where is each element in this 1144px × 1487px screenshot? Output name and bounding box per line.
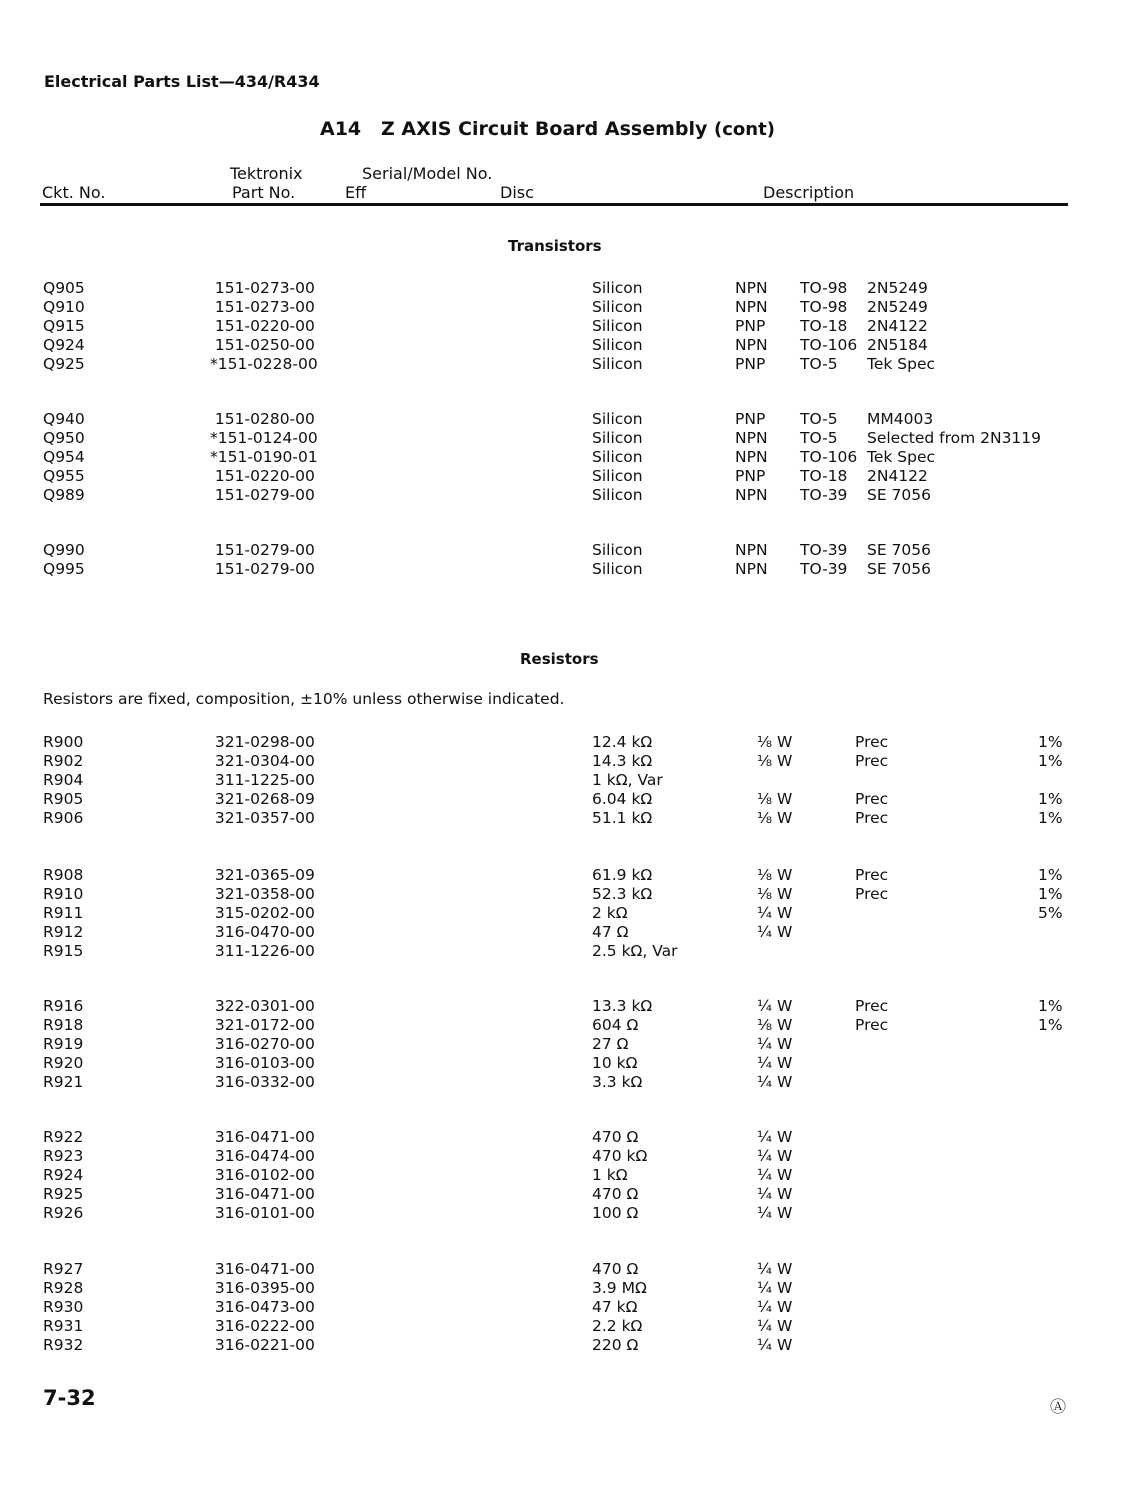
ckt-no: R922 <box>43 1128 84 1146</box>
part-no: *151-0190-01 <box>210 448 318 466</box>
resistance-value: 13.3 kΩ <box>592 997 653 1015</box>
package: TO-98 <box>800 298 848 316</box>
ckt-no: Q925 <box>43 355 85 373</box>
transistor-row <box>0 355 1144 374</box>
part-no: 316-0332-00 <box>210 1073 315 1091</box>
polarity: NPN <box>735 448 768 466</box>
transistor-row <box>0 410 1144 429</box>
ckt-no: R927 <box>43 1260 84 1278</box>
package: TO-106 <box>800 448 858 466</box>
device-number: Tek Spec <box>867 355 936 373</box>
device-number: 2N5249 <box>867 298 928 316</box>
package: TO-5 <box>800 410 838 428</box>
ckt-no: R920 <box>43 1054 84 1072</box>
part-no: 316-0103-00 <box>210 1054 315 1072</box>
material: Silicon <box>592 560 643 578</box>
ckt-no: R919 <box>43 1035 84 1053</box>
resistor-row <box>0 1147 1144 1166</box>
transistor-row <box>0 279 1144 298</box>
part-no: 321-0358-00 <box>210 885 315 903</box>
resistor-row <box>0 1073 1144 1092</box>
resistors-note: Resistors are fixed, composition, ±10% unless otherwise indicated. <box>43 690 565 708</box>
part-no: 315-0202-00 <box>210 904 315 922</box>
col-eff: Eff <box>345 183 367 202</box>
resistor-row <box>0 1054 1144 1073</box>
part-no: 316-0470-00 <box>210 923 315 941</box>
resistor-row <box>0 904 1144 923</box>
transistor-row <box>0 317 1144 336</box>
device-number: SE 7056 <box>867 541 932 559</box>
package: TO-106 <box>800 336 858 354</box>
material: Silicon <box>592 541 643 559</box>
device-number: 2N4122 <box>867 317 928 335</box>
wattage: ⅛ W <box>757 790 793 808</box>
tolerance: 5% <box>1038 904 1063 922</box>
ckt-no: Q905 <box>43 279 85 297</box>
device-number: 2N5184 <box>867 336 928 354</box>
resistance-value: 100 Ω <box>592 1204 639 1222</box>
ckt-no: R923 <box>43 1147 84 1165</box>
tolerance: 1% <box>1038 752 1063 770</box>
material: Silicon <box>592 336 643 354</box>
polarity: NPN <box>735 298 768 316</box>
part-no: 321-0304-00 <box>210 752 315 770</box>
assembly-title <box>320 118 775 140</box>
part-no: 316-0222-00 <box>210 1317 315 1335</box>
polarity: PNP <box>735 355 766 373</box>
ckt-no: R926 <box>43 1204 84 1222</box>
wattage: ⅛ W <box>757 866 793 884</box>
part-no: *151-0124-00 <box>210 429 318 447</box>
resistor-row <box>0 1317 1144 1336</box>
package: TO-39 <box>800 541 848 559</box>
part-no: 321-0357-00 <box>210 809 315 827</box>
resistance-value: 3.3 kΩ <box>592 1073 643 1091</box>
wattage: ⅛ W <box>757 752 793 770</box>
package: TO-39 <box>800 560 848 578</box>
resistor-row <box>0 1128 1144 1147</box>
part-no: 316-0474-00 <box>210 1147 315 1165</box>
resistor-row <box>0 790 1144 809</box>
precision-flag: Prec <box>855 752 889 770</box>
col-ckt-no: Ckt. No. <box>42 183 106 202</box>
resistor-row <box>0 809 1144 828</box>
ckt-no: R900 <box>43 733 84 751</box>
ckt-no: R928 <box>43 1279 84 1297</box>
wattage: ¼ W <box>757 1279 793 1297</box>
col-tek-line1: Tektronix <box>230 164 303 183</box>
polarity: NPN <box>735 560 768 578</box>
material: Silicon <box>592 429 643 447</box>
package: TO-18 <box>800 317 848 335</box>
part-no: 151-0250-00 <box>210 336 315 354</box>
part-no: 151-0273-00 <box>210 279 315 297</box>
tolerance: 1% <box>1038 997 1063 1015</box>
ckt-no: R925 <box>43 1185 84 1203</box>
wattage: ¼ W <box>757 997 793 1015</box>
part-no: 321-0298-00 <box>210 733 315 751</box>
package: TO-5 <box>800 429 838 447</box>
tolerance: 1% <box>1038 809 1063 827</box>
wattage: ¼ W <box>757 1317 793 1335</box>
resistance-value: 1 kΩ <box>592 1166 628 1184</box>
polarity: PNP <box>735 467 766 485</box>
package: TO-39 <box>800 486 848 504</box>
resistor-row <box>0 1016 1144 1035</box>
polarity: NPN <box>735 429 768 447</box>
part-no: 316-0473-00 <box>210 1298 315 1316</box>
wattage: ¼ W <box>757 1298 793 1316</box>
wattage: ⅛ W <box>757 1016 793 1034</box>
tolerance: 1% <box>1038 790 1063 808</box>
wattage: ¼ W <box>757 1128 793 1146</box>
ckt-no: R902 <box>43 752 84 770</box>
ckt-no: Q990 <box>43 541 85 559</box>
ckt-no: R906 <box>43 809 84 827</box>
material: Silicon <box>592 355 643 373</box>
ckt-no: R921 <box>43 1073 84 1091</box>
package: TO-98 <box>800 279 848 297</box>
part-no: 151-0280-00 <box>210 410 315 428</box>
part-no: 316-0471-00 <box>210 1260 315 1278</box>
transistor-row <box>0 298 1144 317</box>
resistance-value: 470 kΩ <box>592 1147 648 1165</box>
col-serial-line1: Serial/Model No. <box>362 164 493 183</box>
resistor-row <box>0 771 1144 790</box>
part-no: 316-0102-00 <box>210 1166 315 1184</box>
resistor-row <box>0 1204 1144 1223</box>
polarity: PNP <box>735 317 766 335</box>
device-number: Selected from 2N3119 <box>867 429 1042 447</box>
resistor-row <box>0 997 1144 1016</box>
polarity: NPN <box>735 486 768 504</box>
ckt-no: Q910 <box>43 298 85 316</box>
part-no: 316-0101-00 <box>210 1204 315 1222</box>
ckt-no: R904 <box>43 771 84 789</box>
wattage: ¼ W <box>757 1336 793 1354</box>
resistor-row <box>0 942 1144 961</box>
transistor-row <box>0 467 1144 486</box>
part-no: *151-0228-00 <box>210 355 318 373</box>
precision-flag: Prec <box>855 866 889 884</box>
precision-flag: Prec <box>855 790 889 808</box>
material: Silicon <box>592 448 643 466</box>
header-rule <box>40 203 1068 206</box>
part-no: 316-0471-00 <box>210 1185 315 1203</box>
part-no: 311-1225-00 <box>210 771 315 789</box>
ckt-no: R918 <box>43 1016 84 1034</box>
resistor-row <box>0 1185 1144 1204</box>
part-no: 321-0365-09 <box>210 866 315 884</box>
transistor-row <box>0 486 1144 505</box>
running-title: Electrical Parts List—434/R434 <box>44 72 320 91</box>
ckt-no: R924 <box>43 1166 84 1184</box>
material: Silicon <box>592 410 643 428</box>
precision-flag: Prec <box>855 885 889 903</box>
resistance-value: 3.9 MΩ <box>592 1279 647 1297</box>
ckt-no: Q954 <box>43 448 85 466</box>
wattage: ¼ W <box>757 1147 793 1165</box>
resistance-value: 470 Ω <box>592 1185 639 1203</box>
resistor-row <box>0 1298 1144 1317</box>
ckt-no: R908 <box>43 866 84 884</box>
part-no: 151-0220-00 <box>210 317 315 335</box>
ckt-no: Q989 <box>43 486 85 504</box>
precision-flag: Prec <box>855 809 889 827</box>
resistor-row <box>0 885 1144 904</box>
assembly-title-suffix: (cont) <box>714 119 775 140</box>
device-number: SE 7056 <box>867 560 932 578</box>
tolerance: 1% <box>1038 1016 1063 1034</box>
resistance-value: 1 kΩ, Var <box>592 771 663 789</box>
part-no: 151-0279-00 <box>210 560 315 578</box>
package: TO-18 <box>800 467 848 485</box>
resistance-value: 470 Ω <box>592 1128 639 1146</box>
wattage: ¼ W <box>757 923 793 941</box>
resistance-value: 52.3 kΩ <box>592 885 653 903</box>
resistance-value: 6.04 kΩ <box>592 790 653 808</box>
resistor-row <box>0 1260 1144 1279</box>
resistance-value: 604 Ω <box>592 1016 639 1034</box>
resistance-value: 220 Ω <box>592 1336 639 1354</box>
wattage: ¼ W <box>757 1204 793 1222</box>
resistance-value: 51.1 kΩ <box>592 809 653 827</box>
wattage: ¼ W <box>757 1185 793 1203</box>
ckt-no: R912 <box>43 923 84 941</box>
transistor-row <box>0 336 1144 355</box>
resistor-row <box>0 1336 1144 1355</box>
ckt-no: R931 <box>43 1317 84 1335</box>
ckt-no: Q924 <box>43 336 85 354</box>
wattage: ¼ W <box>757 1073 793 1091</box>
wattage: ¼ W <box>757 1260 793 1278</box>
ckt-no: R910 <box>43 885 84 903</box>
ckt-no: Q955 <box>43 467 85 485</box>
wattage: ¼ W <box>757 904 793 922</box>
package: TO-5 <box>800 355 838 373</box>
device-number: 2N4122 <box>867 467 928 485</box>
resistance-value: 14.3 kΩ <box>592 752 653 770</box>
tolerance: 1% <box>1038 885 1063 903</box>
resistance-value: 61.9 kΩ <box>592 866 653 884</box>
wattage: ¼ W <box>757 1035 793 1053</box>
resistance-value: 2.2 kΩ <box>592 1317 643 1335</box>
resistor-row <box>0 1166 1144 1185</box>
transistor-row <box>0 448 1144 467</box>
resistor-row <box>0 752 1144 771</box>
part-no: 316-0471-00 <box>210 1128 315 1146</box>
wattage: ¼ W <box>757 1166 793 1184</box>
transistor-row <box>0 429 1144 448</box>
wattage: ⅛ W <box>757 885 793 903</box>
polarity: PNP <box>735 410 766 428</box>
resistance-value: 47 kΩ <box>592 1298 638 1316</box>
ckt-no: R916 <box>43 997 84 1015</box>
precision-flag: Prec <box>855 997 889 1015</box>
col-tek-line2: Part No. <box>232 183 296 202</box>
resistance-value: 12.4 kΩ <box>592 733 653 751</box>
part-no: 316-0395-00 <box>210 1279 315 1297</box>
revision-mark: Ⓐ <box>1050 1397 1067 1416</box>
part-no: 151-0273-00 <box>210 298 315 316</box>
part-no: 316-0270-00 <box>210 1035 315 1053</box>
page-number: 7-32 <box>43 1386 96 1410</box>
device-number: SE 7056 <box>867 486 932 504</box>
part-no: 151-0220-00 <box>210 467 315 485</box>
ckt-no: Q940 <box>43 410 85 428</box>
resistance-value: 47 Ω <box>592 923 629 941</box>
device-number: 2N5249 <box>867 279 928 297</box>
transistor-row <box>0 541 1144 560</box>
wattage: ⅛ W <box>757 809 793 827</box>
assembly-title-text: A14 Z AXIS Circuit Board Assembly <box>320 118 708 140</box>
col-description: Description <box>763 183 855 202</box>
resistors-heading: Resistors <box>520 650 599 668</box>
resistance-value: 2.5 kΩ, Var <box>592 942 678 960</box>
resistance-value: 470 Ω <box>592 1260 639 1278</box>
material: Silicon <box>592 486 643 504</box>
part-no: 321-0172-00 <box>210 1016 315 1034</box>
part-no: 322-0301-00 <box>210 997 315 1015</box>
resistor-row <box>0 1279 1144 1298</box>
ckt-no: Q915 <box>43 317 85 335</box>
material: Silicon <box>592 317 643 335</box>
resistor-row <box>0 1035 1144 1054</box>
wattage: ¼ W <box>757 1054 793 1072</box>
part-no: 321-0268-09 <box>210 790 315 808</box>
tolerance: 1% <box>1038 733 1063 751</box>
polarity: NPN <box>735 541 768 559</box>
polarity: NPN <box>735 279 768 297</box>
part-no: 316-0221-00 <box>210 1336 315 1354</box>
ckt-no: R915 <box>43 942 84 960</box>
polarity: NPN <box>735 336 768 354</box>
resistance-value: 10 kΩ <box>592 1054 638 1072</box>
part-no: 311-1226-00 <box>210 942 315 960</box>
col-disc: Disc <box>500 183 534 202</box>
tolerance: 1% <box>1038 866 1063 884</box>
resistor-row <box>0 733 1144 752</box>
ckt-no: Q995 <box>43 560 85 578</box>
precision-flag: Prec <box>855 733 889 751</box>
transistor-row <box>0 560 1144 579</box>
resistor-row <box>0 866 1144 885</box>
ckt-no: R905 <box>43 790 84 808</box>
device-number: Tek Spec <box>867 448 936 466</box>
ckt-no: R911 <box>43 904 84 922</box>
ckt-no: R932 <box>43 1336 84 1354</box>
material: Silicon <box>592 298 643 316</box>
ckt-no: Q950 <box>43 429 85 447</box>
wattage: ⅛ W <box>757 733 793 751</box>
part-no: 151-0279-00 <box>210 486 315 504</box>
part-no: 151-0279-00 <box>210 541 315 559</box>
resistance-value: 27 Ω <box>592 1035 629 1053</box>
device-number: MM4003 <box>867 410 934 428</box>
material: Silicon <box>592 279 643 297</box>
precision-flag: Prec <box>855 1016 889 1034</box>
resistance-value: 2 kΩ <box>592 904 628 922</box>
resistor-row <box>0 923 1144 942</box>
material: Silicon <box>592 467 643 485</box>
transistors-heading: Transistors <box>508 237 602 255</box>
ckt-no: R930 <box>43 1298 84 1316</box>
